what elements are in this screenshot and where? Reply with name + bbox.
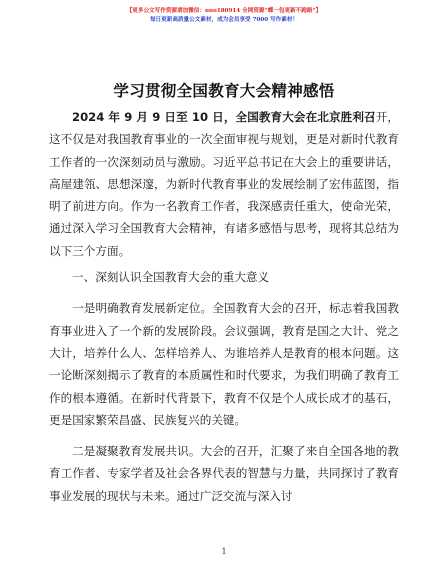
- document-title: 学习贯彻全国教育大会精神感悟: [113, 81, 335, 100]
- promo-banner: [0, 7, 448, 25]
- page-number: 1: [221, 547, 227, 556]
- paragraph-3: [49, 440, 399, 507]
- promo-banner-line-1: 【更多公文写作资源请加微信：nuo180914 全网资源“蝶一包更新不跑路”】: [126, 8, 322, 14]
- paragraph-2-text: 一是明确教育发展新定位。全国教育大会的召开，标志着我国教育事业进入了一个新的发展阶段。会议强调，教育是国之大计、党之大计，培养什么人、怎样培养人、为谁培养人是教育的根本问题。这一论断深刻揭示了教育的本质属性和时代要求，为我们明确了教育工作的根本遵循。在新时代背景下，教育不仅是个人成长成才的基石，更是国家繁荣昌盛、民族复兴的关键。: [49, 301, 399, 427]
- section-heading-1: [49, 266, 399, 288]
- section-heading-1-text: 一、深刻认识全国教育大会的重大意义: [72, 270, 270, 285]
- intro-paragraph: [49, 106, 399, 262]
- paragraph-3-text: 二是凝聚教育发展共识。大会的召开，汇聚了来自全国各地的教育工作者、专家学者及社会各界代表的智慧与力量，共同探讨了教育事业发展的现状与未来。通过广泛交流与深入讨: [49, 444, 399, 503]
- document-body: [49, 106, 399, 507]
- intro-paragraph-text: 开，这不仅是对我国教育事业的一次全面审视与规划，更是对新时代教育工作者的一次深刻动员与激励。习近平总书记在大会上的重要讲话，高屋建瓴、思想深邃，为新时代教育事业的发展绘制了宏伟蓝图，指明了前进方向。作为一名教育工作者，我深感责任重大，使命光荣，通过深入学习全国教育大会精神，有诸多感悟与思考，现将其总结为以下三个方面。: [49, 110, 399, 258]
- intro-lead-text: 2024 年 9 月 9 日至 10 日，全国教育大会在北京胜利召: [72, 110, 376, 124]
- promo-banner-line-2: 每日更新高质量公文素材，成为会员享受 7000 写作素材！: [149, 17, 299, 23]
- paragraph-2: [49, 297, 399, 431]
